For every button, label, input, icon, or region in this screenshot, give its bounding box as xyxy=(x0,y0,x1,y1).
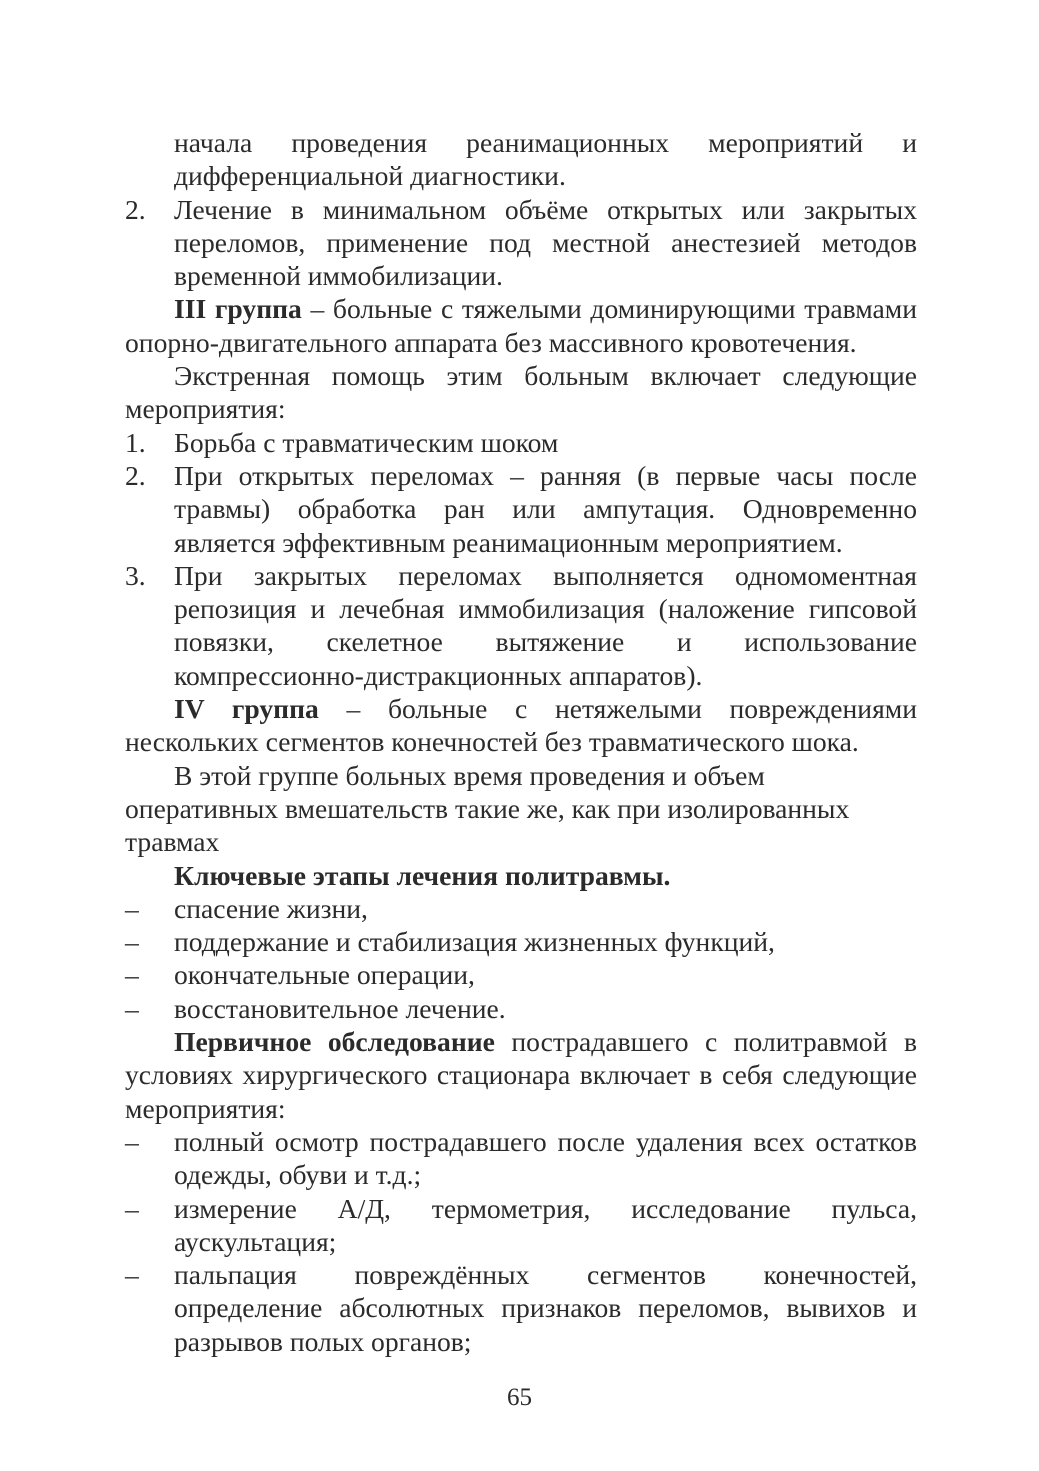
group4-text: – больные с нетяжелыми повреждениями нескольких сегментов конечностей без травматического шока. xyxy=(125,693,917,758)
list-item-text: Борьба с травматическим шоком xyxy=(174,426,559,458)
list-item xyxy=(125,193,917,293)
list-number: 2. xyxy=(125,459,146,491)
list-item-text: При открытых переломах – ранняя (в первые часы после травмы) обработка ран или ампутация. Одновременно является эффективным реанимационным мероприятием. xyxy=(174,459,917,558)
group4-note: В этой группе больных время проведения и объем оперативных вмешательств такие же, как при изолированных травмах xyxy=(125,759,850,858)
group3-title: III группа xyxy=(174,293,302,325)
page-body xyxy=(125,126,917,1358)
intro-continuation: начала проведения реанимационных мероприятий и дифференциальной диагностики. xyxy=(174,127,917,192)
list-number: 1. xyxy=(125,426,146,458)
primary-exam-text: пострадавшего с политравмой в условиях хирургического стационара включает в себя следующие мероприятия: xyxy=(125,1026,918,1124)
bullet-item xyxy=(125,958,917,991)
group3-paragraph xyxy=(125,292,917,359)
dash-marker: – xyxy=(125,1125,139,1157)
dash-marker: – xyxy=(125,992,139,1024)
page-number: 65 xyxy=(507,1384,532,1411)
dash-marker: – xyxy=(125,959,139,991)
bullet-item xyxy=(125,992,917,1025)
list-item xyxy=(125,459,917,559)
dash-marker: – xyxy=(125,1259,139,1291)
primary-exam-title: Первичное обследование xyxy=(174,1026,495,1058)
key-stages-title: Ключевые этапы лечения политравмы. xyxy=(174,859,671,891)
bullet-text: полный осмотр пострадавшего после удаления всех остатков одежды, обуви и т.д.; xyxy=(174,1125,917,1191)
group3-text: – больные с тяжелыми доминирующими травмами опорно-двигательного аппарата без массивного кровотечения. xyxy=(125,293,917,358)
bullet-text: восстановительное лечение. xyxy=(174,992,506,1024)
list-number: 2. xyxy=(125,193,146,225)
bullet-item xyxy=(125,925,917,958)
dash-marker: – xyxy=(125,926,139,958)
emergency-intro: Экстренная помощь этим больным включает следующие мероприятия: xyxy=(125,360,917,425)
list-number: 3. xyxy=(125,559,146,591)
bullet-text: поддержание и стабилизация жизненных функций, xyxy=(174,926,775,958)
list-item-text: Лечение в минимальном объёме открытых или закрытых переломов, применение под местной анестезией методов временной иммобилизации. xyxy=(174,193,917,292)
primary-exam-paragraph xyxy=(125,1025,917,1125)
list-item-text: При закрытых переломах выполняется одномоментная репозиция и лечебная иммобилизация (наложение гипсовой повязки, скелетное вытяжение и использование компрессионно-дистракционных аппаратов). xyxy=(174,559,917,691)
bullet-text: пальпация повреждённых сегментов конечностей, определение абсолютных признаков переломов, вывихов и разрывов полых органов; xyxy=(174,1259,917,1357)
bullet-text: окончательные операции, xyxy=(174,959,475,991)
list-item xyxy=(125,426,917,459)
group4-paragraph xyxy=(125,692,917,759)
bullet-item xyxy=(125,1192,917,1259)
group4-title: IV группа xyxy=(174,693,319,725)
dash-marker: – xyxy=(125,1192,139,1224)
bullet-text: измерение А/Д, термометрия, исследование пульса, аускультация; xyxy=(174,1192,917,1257)
list-item xyxy=(125,559,917,692)
dash-marker: – xyxy=(125,892,139,924)
bullet-item xyxy=(125,1125,917,1192)
bullet-item xyxy=(125,1258,917,1358)
bullet-text: спасение жизни, xyxy=(174,892,368,924)
bullet-item xyxy=(125,892,917,925)
